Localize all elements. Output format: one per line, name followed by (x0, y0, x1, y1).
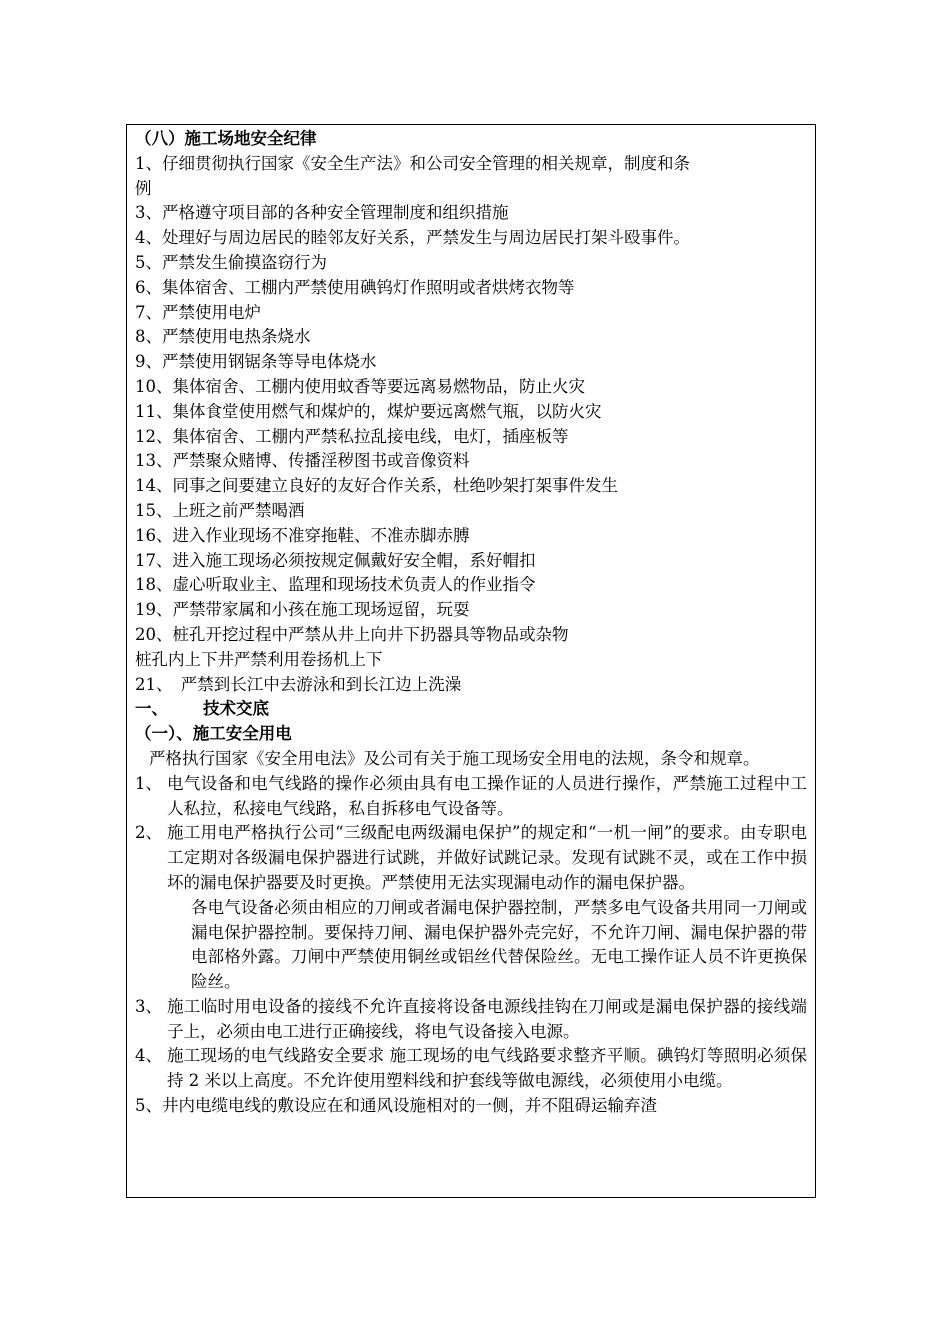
list-item (135, 821, 807, 895)
rules-list (135, 152, 807, 698)
indented-note: 各电气设备必须由相应的刀闸或者漏电保护器控制，严禁多电气设备共用同一刀闸或漏电保护器控制。要保持刀闸、漏电保护器外壳完好，不允许刀闸、漏电保护器的带电部格外露。刀闸中严禁使用铜丝或铝丝代替保险丝。无电工操作证人员不许更换保险丝。 (191, 897, 807, 992)
tech-heading (135, 697, 807, 722)
rule-line: 1、仔细贯彻执行国家《安全生产法》和公司安全管理的相关规章，制度和条 (135, 153, 690, 173)
rule-line: 8、严禁使用电热条烧水 (135, 327, 311, 347)
rule-line: 3、严格遵守项目部的各种安全管理制度和组织措施 (135, 203, 509, 223)
rule-line: 20、桩孔开挖过程中严禁从井上向井下扔器具等物品或杂物 (135, 624, 569, 644)
rule-line: 21、 严禁到长江中去游泳和到长江边上洗澡 (135, 674, 462, 694)
rule-line: 16、进入作业现场不准穿拖鞋、不准赤脚赤膊 (135, 525, 470, 545)
rule-line: 14、同事之间要建立良好的友好合作关系，杜绝吵架打架事件发生 (135, 476, 618, 496)
rule-line: 4、处理好与周边居民的睦邻友好关系，严禁发生与周边居民打架斗殴事件。 (135, 228, 690, 248)
rule-line: 11、集体食堂使用燃气和煤炉的，煤炉要远离燃气瓶，以防火灾 (135, 401, 602, 421)
subsection-intro: 严格执行国家《安全用电法》及公司有关于施工现场安全用电的法规，条令和规章。 (149, 748, 760, 768)
list-item (135, 1044, 807, 1094)
list-item (135, 772, 807, 822)
list-item-text: 施工现场的电气线路安全要求 施工现场的电气线路要求整齐平顺。碘钨灯等照明必须保持 2 米以上高度。不允许使用塑料线和护套线等做电源线，必须使用小电缆。 (167, 1046, 807, 1091)
rule-line: 10、集体宿舍、工棚内使用蚊香等要远离易燃物品，防止火灾 (135, 376, 585, 396)
tech-heading-number: 一、 (135, 699, 168, 719)
rule-line: 6、集体宿舍、工棚内严禁使用碘钨灯作照明或者烘烤衣物等 (135, 277, 575, 297)
section-title: （八）施工场地安全纪律 (135, 129, 317, 148)
list-item-text: 施工临时用电设备的接线不允许直接将设备电源线挂钩在刀闸或是漏电保护器的接线端子上，必须由电工进行正确接线，将电气设备接入电源。 (167, 996, 807, 1041)
subsection-title: （一）、施工安全用电 (135, 724, 292, 744)
list-item-number: 4、 (135, 1046, 162, 1066)
rule-line: 17、进入施工现场必须按规定佩戴好安全帽，系好帽扣 (135, 550, 536, 570)
list-item-number: 2、 (135, 823, 162, 843)
rule-line: 9、严禁使用钢锯条等导电体烧水 (135, 352, 377, 372)
rule-line: 19、严禁带家属和小孩在施工现场逗留，玩耍 (135, 600, 470, 620)
list-item-number: 3、 (135, 996, 162, 1016)
rule-line: 7、严禁使用电炉 (135, 302, 261, 322)
tech-heading-title: 技术交底 (203, 699, 269, 719)
rule-line: 例 (135, 178, 152, 198)
rule-line: 12、集体宿舍、工棚内严禁私拉乱接电线，电灯，插座板等 (135, 426, 569, 446)
document-frame (126, 124, 816, 1198)
list-item-text: 施工用电严格执行公司“三级配电两级漏电保护”的规定和“一机一闸”的要求。由专职电工定期对各级漏电保护器进行试跳，并做好试跳记录。发现有试跳不灵，或在工作中损坏的漏电保护器要及时更换。严禁使用无法实现漏电动作的漏电保护器。 (167, 823, 807, 892)
rule-line: 13、严禁聚众赌博、传播淫秽图书或音像资料 (135, 451, 470, 471)
list-item-number: 1、 (135, 773, 162, 793)
rule-line: 18、虚心听取业主、监理和现场技术负责人的作业指令 (135, 575, 536, 595)
rule-line: 桩孔内上下井严禁利用卷扬机上下 (135, 649, 383, 669)
list-item-text: 电气设备和电气线路的操作必须由具有电工操作证的人员进行操作，严禁施工过程中工人私拉，私接电气线路，私自拆移电气设备等。 (167, 773, 807, 818)
last-line: 5、井内电缆电线的敷设应在和通风设施相对的一侧，并不阻碍运输弃渣 (135, 1096, 657, 1116)
rule-line: 15、上班之前严禁喝酒 (135, 500, 305, 520)
list-item (135, 995, 807, 1045)
rule-line: 5、严禁发生偷摸盗窃行为 (135, 252, 327, 272)
